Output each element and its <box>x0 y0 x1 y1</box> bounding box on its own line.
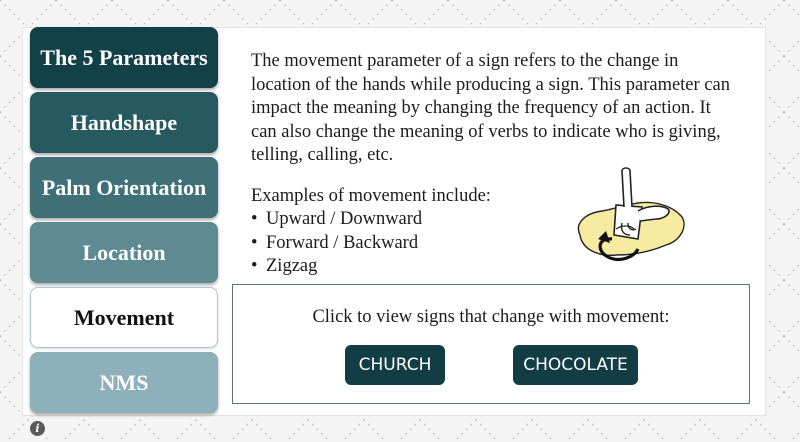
info-icon[interactable]: i <box>30 421 45 436</box>
nav-palm-orientation[interactable]: Palm Orientation <box>30 157 218 218</box>
movement-description: The movement parameter of a sign refers to the change in location of the hands while producing a sign. This parameter can impact the meaning by changing the frequency of an action. It can also change the meaning of verbs to indicate who is giving, telling, calling, etc. <box>251 51 730 165</box>
example-item: • Zigzag <box>251 255 422 279</box>
church-sign-button[interactable]: CHURCH <box>345 345 445 385</box>
nav-handshape[interactable]: Handshape <box>30 92 218 153</box>
signs-prompt: Click to view signs that change with movement: <box>312 307 670 327</box>
signs-panel <box>232 284 750 404</box>
nav-movement[interactable]: Movement <box>30 287 218 348</box>
examples-list <box>251 208 422 279</box>
nav-the-5-parameters[interactable]: The 5 Parameters <box>30 27 218 88</box>
chocolate-sign-button[interactable]: CHOCOLATE <box>513 345 638 385</box>
example-item: • Forward / Backward <box>251 232 422 256</box>
examples-heading: Examples of movement include: <box>251 186 491 206</box>
example-item: • Upward / Downward <box>251 208 422 232</box>
hand-movement-illustration <box>572 165 688 265</box>
nav-nms[interactable]: NMS <box>30 352 218 413</box>
nav-location[interactable]: Location <box>30 222 218 283</box>
